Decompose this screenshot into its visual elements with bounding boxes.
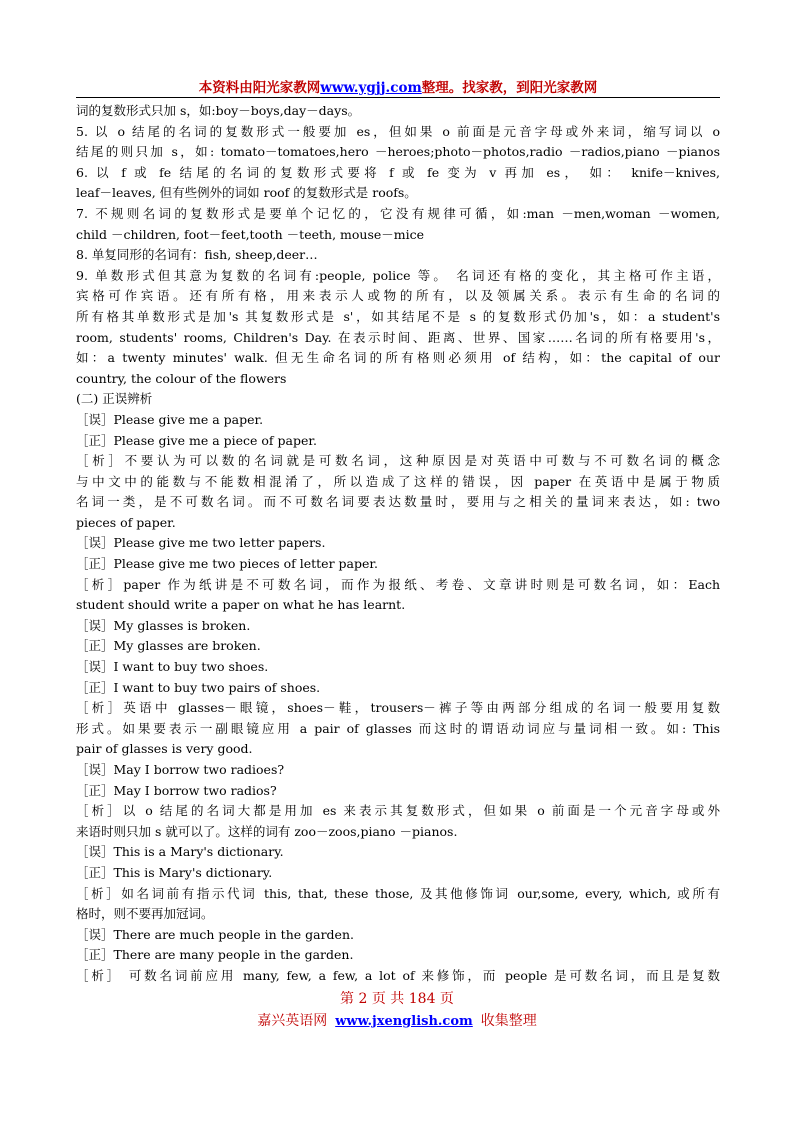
text-line: ［正］Please give me two pieces of letter paper. bbox=[76, 556, 378, 572]
footer-source bbox=[0, 1010, 794, 1033]
text-line: 所有格其单数形式是加's 其复数形式是 s'，如其结尾不是 s 的复数形式仍加's，如：a student's bbox=[76, 308, 720, 324]
text-line: ［析］paper 作为纸讲是不可数名词，而作为报纸、考卷、文章讲时则是可数名词，如：Each bbox=[76, 576, 720, 592]
text-line: pair of glasses is very good. bbox=[76, 741, 253, 757]
footer-source-prefix: 嘉兴英语网 bbox=[257, 1013, 328, 1029]
text-line: ［正］May I borrow two radios? bbox=[76, 782, 277, 798]
header-banner bbox=[199, 80, 597, 96]
text-line: ［正］Please give me a piece of paper. bbox=[76, 432, 317, 448]
text-line: ［正］My glasses are broken. bbox=[76, 638, 261, 654]
text-line: ［误］There are much people in the garden. bbox=[76, 926, 354, 942]
text-line: child －children, foot－feet,tooth －teeth, mouse－mice bbox=[76, 226, 425, 242]
page-header bbox=[76, 77, 720, 98]
text-line: ［正］This is Mary's dictionary. bbox=[76, 864, 273, 880]
header-link[interactable]: www.ygjj.com bbox=[320, 80, 422, 96]
footer-link[interactable]: www.jxenglish.com bbox=[335, 1014, 473, 1029]
document-body bbox=[76, 101, 720, 987]
text-line: room, students' rooms, Children's Day. 在表示时间、距离、世界、国家……名词的所有格要用's， bbox=[76, 329, 720, 345]
text-line: 6. 以 f 或 fe 结尾的名词的复数形式要将 f 或 fe 变为 v 再加 es， 如： knife－knives, bbox=[76, 164, 720, 180]
text-line: 形式。如果要表示一副眼镜应用 a pair of glasses 而这时的谓语动词应与量词相一致。如: This bbox=[76, 720, 720, 736]
text-line: 宾格可作宾语。还有所有格，用来表示人或物的所有，以及领属关系。表示有生命的名词的 bbox=[76, 288, 720, 304]
text-line: student should write a paper on what he has learnt. bbox=[76, 597, 406, 613]
text-line: 来语时则只加 s 就可以了。这样的词有 zoo－zoos,piano －pianos. bbox=[76, 823, 458, 839]
text-line: ［析］英语中 glasses－眼镜，shoes－鞋，trousers－裤子等由两部分组成的名词一般要用复数 bbox=[76, 700, 720, 716]
text-line: pieces of paper. bbox=[76, 514, 176, 530]
text-line: ［误］My glasses is broken. bbox=[76, 617, 251, 633]
text-line: 结尾的则只加 s，如: tomato－tomatoes,hero －heroes;photo－photos,radio －radios,piano －pianos bbox=[76, 144, 720, 160]
text-line: 8. 单复同形的名词有：fish, sheep,deer… bbox=[76, 247, 318, 263]
text-line: ［误］Please give me a paper. bbox=[76, 411, 264, 427]
text-line: ［析］如名词前有指示代词 this, that, these those, 及其他修饰词 our,some, every, which, 或所有 bbox=[76, 885, 720, 901]
section-heading: (二) 正误辨析 bbox=[76, 391, 153, 407]
text-line: ［析］不要认为可以数的名词就是可数名词，这种原因是对英语中可数与不可数名词的概念 bbox=[76, 453, 720, 469]
header-prefix: 本资料由阳光家教网 bbox=[198, 80, 321, 96]
text-line: ［正］There are many people in the garden. bbox=[76, 947, 354, 963]
text-line: ［误］Please give me two letter papers. bbox=[76, 535, 326, 551]
text-line: 与中文中的能数与不能数相混淆了，所以造成了这样的错误，因 paper 在英语中是属于物质 bbox=[76, 473, 720, 489]
text-line: ［正］I want to buy two pairs of shoes. bbox=[76, 679, 321, 695]
text-line: 7. 不规则名词的复数形式是要单个记忆的，它没有规律可循，如:man －men,woman －women, bbox=[76, 205, 720, 221]
text-line: ［误］May I borrow two radioes? bbox=[76, 762, 285, 777]
text-line: 名词一类，是不可数名词。而不可数名词要表达数量时，要用与之相关的量词来表达，如: two bbox=[76, 494, 720, 510]
text-line: 9. 单数形式但其意为复数的名词有:people, police 等。 名词还有格的变化，其主格可作主语， bbox=[76, 267, 720, 283]
header-suffix: 整理。找家教，到阳光家教网 bbox=[421, 80, 598, 96]
text-line: ［析］以 o 结尾的名词大都是用加 es 来表示其复数形式，但如果 o 前面是一个元音字母或外 bbox=[76, 803, 720, 819]
footer-source-suffix: 收集整理 bbox=[480, 1013, 537, 1029]
text-line: ［误］I want to buy two shoes. bbox=[76, 659, 269, 675]
text-line: 5. 以 o 结尾的名词的复数形式一般要加 es，但如果 o 前面是元音字母或外来词，缩写词以 o bbox=[76, 123, 720, 139]
page-number: 第 2 页 共 184 页 bbox=[340, 991, 454, 1007]
text-line: country, the colour of the flowers bbox=[76, 370, 287, 386]
text-line: 如：a twenty minutes' walk. 但无生命名词的所有格则必须用 of 结构，如：the capital of our bbox=[76, 350, 720, 366]
text-line: 格时，则不要再加冠词。 bbox=[76, 906, 214, 922]
text-line: ［析］ 可数名词前应用 many, few, a few, a lot of 来修饰，而 people 是可数名词，而且是复数 bbox=[76, 967, 720, 983]
text-line: leaf－leaves, 但有些例外的词如 roof 的复数形式是 roofs。 bbox=[76, 185, 417, 201]
text-line: 词的复数形式只加 s，如:boy－boys,day－days。 bbox=[76, 103, 361, 118]
text-line: ［误］This is a Mary's dictionary. bbox=[76, 844, 284, 860]
